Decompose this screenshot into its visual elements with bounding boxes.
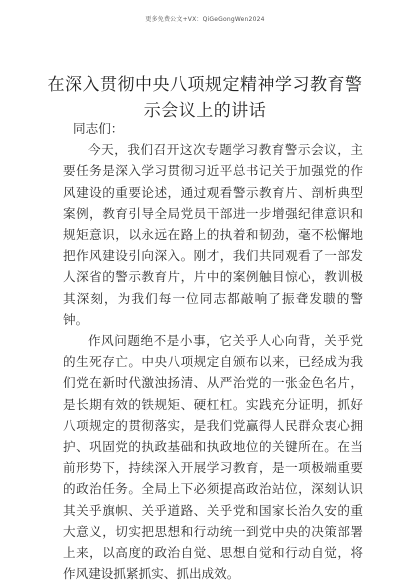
paragraph-1: 今天，我们召开这次专题学习教育警示会议，主要任务是深入学习贯彻习近平总书记关于加强党的作风建设的重要论述，通过观看警示教育片、剖析典型案例，教育引导全局党员干部进一步增强纪律意识和规矩意识，以永远在路上的执着和韧劲，毫不松懈地把作风建设引向深入。刚才，我们共同观看了一部发人深省的警示教育片，片中的案例触目惊心，教训极其深刻，为我们每一位同志都敲响了振聋发聩的警钟。 [63,142,363,327]
greeting: 同志们： [73,121,124,136]
document-title: 在深入贯彻中央八项规定精神学习教育警示会议上的讲话 [47,75,363,121]
paragraph-2: 作风问题绝不是小事，它关乎人心向背，关乎党的生死存亡。中央八项规定自颁布以来，已经成为我们党在新时代激浊扬清、从严治党的一张金色名片，是长期有效的铁规矩、硬杠杠。实践充分证明，抓好八项规定的贯彻落实，是我们党赢得人民群众衷心拥护、巩固党的执政基础和执政地位的关键所在。在当前形势下，持续深入开展学习教育，是一项极端重要的政治任务。全局上下必须提高政治站位，深刻认识其关乎旗帜、关乎道路、关乎党和国家长治久安的重大意义，切实把思想和行动统一到党中央的决策部署上来，以高度的政治自觉、思想自觉和行动自觉，将作风建设抓紧抓实、抓出成效。 [63,333,363,582]
document-body [63,118,363,584]
header-note: 更多免费公文+VX：QiGeGongWen2024 [145,16,265,23]
